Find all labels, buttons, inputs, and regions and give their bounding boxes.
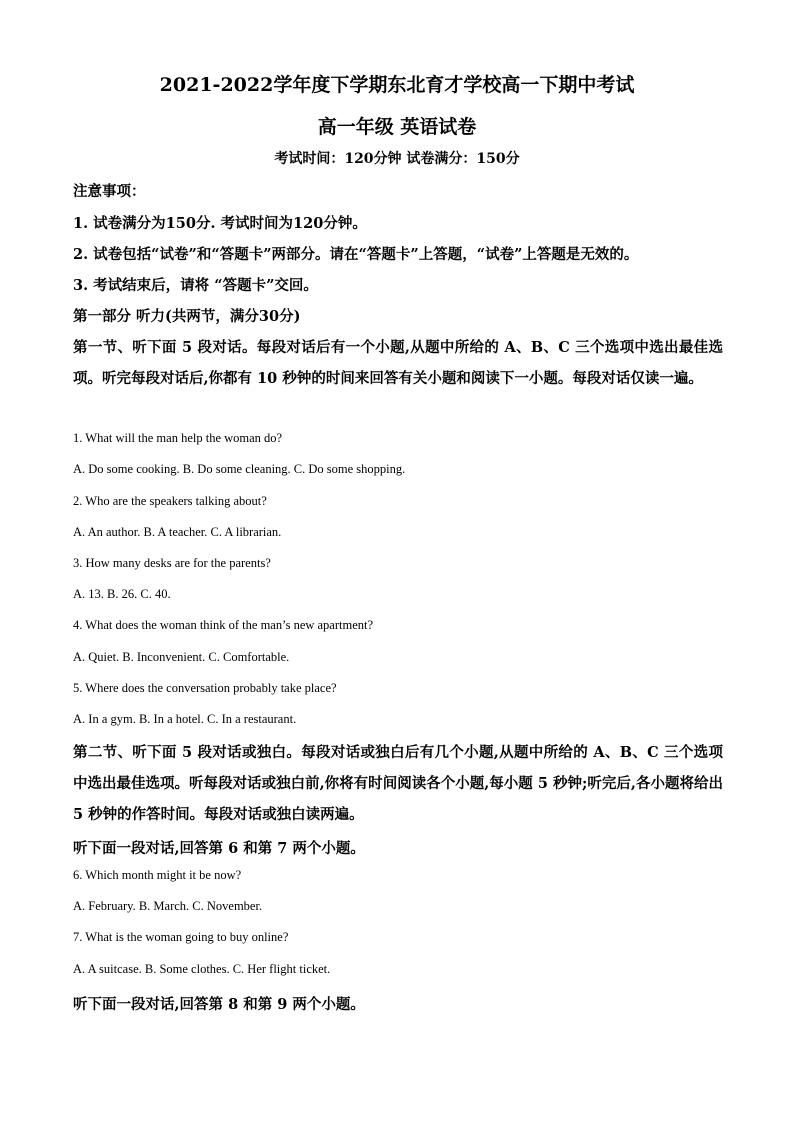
question-6: 6. Which month might it be now? — [73, 868, 242, 882]
options-5: A. In a gym. B. In a hotel. C. In a restaurant. — [73, 712, 297, 726]
group1-instruction: 听下面一段对话,回答第 6 和第 7 两个小题。 — [73, 840, 365, 857]
options-7: A. A suitcase. B. Some clothes. C. Her flight ticket. — [73, 962, 331, 976]
exam-info: 考试时间：120分钟 试卷满分：150分 — [274, 151, 520, 167]
notes-item-2: 2. 试卷包括“试卷”和“答题卡”两部分。请在“答题卡”上答题，“试卷”上答题是无效的。 — [73, 246, 639, 263]
section1-instructions: 第一节、听下面 5 段对话。每段对话后有一个小题,从题中所给的 A、B、C 三个选项中选出最佳选项。听完每段对话后,你都有 10 秒钟的时间来回答有关小题和阅读下一小题。每段对话仅读一遍。 — [73, 339, 723, 387]
question-1: 1. What will the man help the woman do? — [73, 431, 283, 445]
section2-instructions: 第二节、听下面 5 段对话或独白。每段对话或独白后有几个小题,从题中所给的 A、B、C 三个选项中选出最佳选项。听每段对话或独白前,你将有时间阅读各个小题,每小题 5 秒钟;听完后,各小题将给出 5 秒钟的作答时间。每段对话或独白读两遍。 — [73, 744, 723, 823]
question-7: 7. What is the woman going to buy online? — [73, 930, 289, 944]
group2-instruction: 听下面一段对话,回答第 8 和第 9 两个小题。 — [73, 996, 365, 1013]
question-2: 2. Who are the speakers talking about? — [73, 494, 267, 508]
notes-item-3: 3. 考试结束后，请将 “答题卡”交回。 — [73, 277, 318, 294]
exam-subtitle: 高一年级 英语试卷 — [317, 116, 477, 138]
notes-heading: 注意事项： — [73, 183, 146, 200]
options-6: A. February. B. March. C. November. — [73, 899, 263, 913]
part1-heading: 第一部分 听力(共两节，满分30分) — [73, 308, 301, 325]
options-1: A. Do some cooking. B. Do some cleaning. C. Do some shopping. — [73, 462, 406, 476]
question-3: 3. How many desks are for the parents? — [73, 556, 271, 570]
question-5: 5. Where does the conversation probably take place? — [73, 681, 337, 695]
notes-item-1: 1. 试卷满分为150分. 考试时间为120分钟。 — [73, 215, 367, 232]
options-4: A. Quiet. B. Inconvenient. C. Comfortable. — [73, 650, 290, 664]
options-3: A. 13. B. 26. C. 40. — [73, 587, 171, 601]
options-2: A. An author. B. A teacher. C. A librarian. — [73, 525, 282, 539]
exam-title: 2021-2022学年度下学期东北育才学校高一下期中考试 — [159, 74, 635, 96]
question-4: 4. What does the woman think of the man’s new apartment? — [73, 618, 374, 632]
